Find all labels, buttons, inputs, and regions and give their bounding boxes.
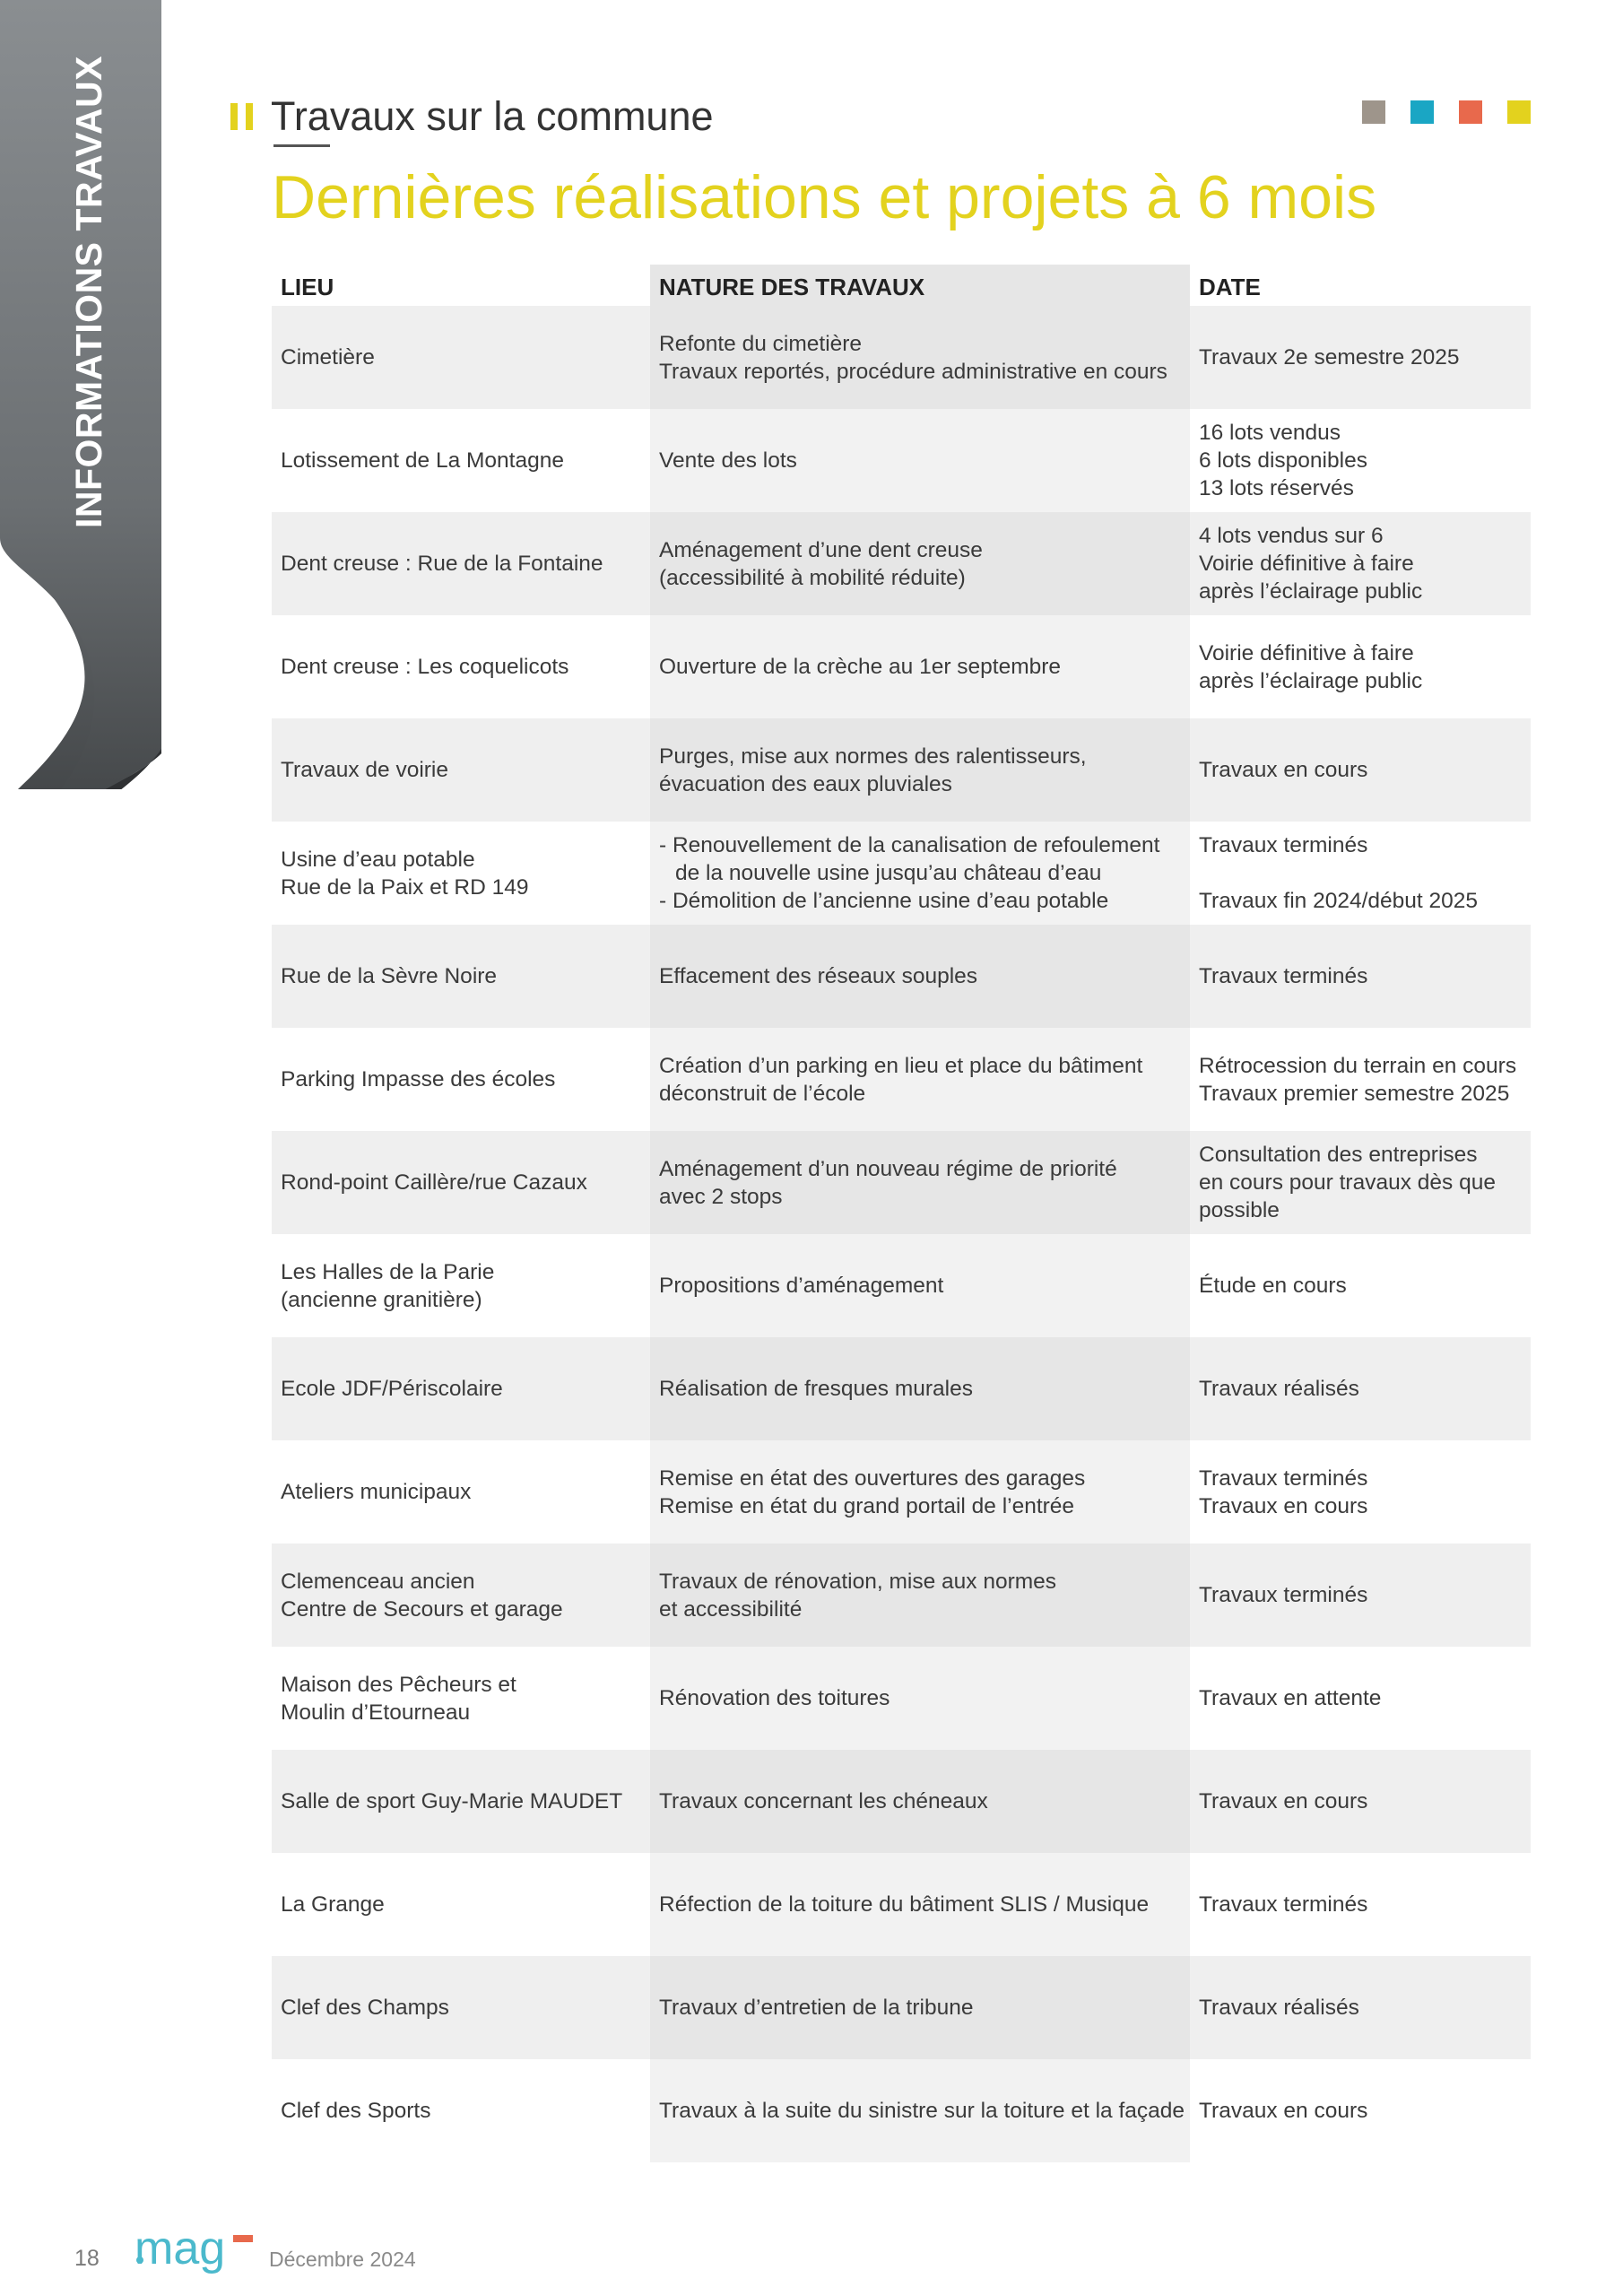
cell-line: 16 lots vendus [1199,421,1341,445]
cell-line: Dent creuse : Les coquelicots [281,655,569,679]
cell-line: en cours pour travaux dès que [1199,1170,1496,1195]
color-squares [1362,100,1531,124]
table-row [272,925,1531,1028]
cell-line: Clemenceau ancien [281,1569,475,1594]
table-row [272,1750,1531,1853]
cell-line: Refonte du cimetière [659,331,863,356]
cell-line: Cimetière [281,345,375,370]
cell-line: Rue de la Paix et RD 149 [281,874,529,900]
cell-line: Travaux terminés [1199,1892,1368,1917]
cell-nature [650,1028,1190,1131]
cell-lieu [272,1234,650,1337]
cell-line: Rue de la Sèvre Noire [281,964,498,988]
cell-date [1190,1028,1531,1131]
cell-lieu [272,1337,650,1440]
logo-text: mag [135,2222,226,2274]
cell-nature [650,1234,1190,1337]
table-row [272,822,1531,925]
cell-line: avec 2 stops [659,1184,783,1209]
cell-line: Travaux à la suite du sinistre sur la toiture et la façade [659,2099,1185,2123]
cell-line: Travaux de rénovation, mise aux normes [659,1569,1057,1594]
cell-line: Clef des Sports [281,2099,431,2123]
cell-nature [650,1337,1190,1440]
cell-line: (ancienne granitière) [281,1287,482,1312]
cell-line: Propositions d’aménagement [659,1274,944,1298]
cell-line: Rond-point Caillère/rue Cazaux [281,1170,587,1195]
cell-line: 4 lots vendus sur 6 [1199,524,1384,548]
header-date: DATE [1199,273,1261,300]
side-label [20,0,159,583]
cell-line: Purges, mise aux normes des ralentisseurs, [659,744,1087,769]
main-title: Dernières réalisations et projets à 6 mois [272,163,1377,231]
cell-line: Maison des Pêcheurs et [281,1672,516,1697]
cell-line: Travaux terminés [1199,964,1368,988]
cell-line: Travaux terminés [1199,833,1368,857]
table-row [272,512,1531,615]
cell-line: évacuation des eaux pluviales [659,771,952,796]
section-header [230,90,714,144]
cell-lieu [272,409,650,512]
cell-line: Travaux en cours [1199,1789,1368,1813]
section-title: Travaux sur la commune [271,93,714,139]
cell-line: (accessibilité à mobilité réduite) [659,565,966,590]
cell-date [1190,512,1531,615]
cell-nature [650,1440,1190,1544]
works-table [272,265,1531,2162]
cell-line: Centre de Secours et garage [281,1596,563,1622]
cell-nature [650,822,1190,925]
cell-date [1190,1956,1531,2059]
cell-lieu [272,1956,650,2059]
table-row [272,1131,1531,1234]
color-square-teal [1410,100,1434,124]
cell-line: Dent creuse : Rue de la Fontaine [281,552,603,576]
cell-line: Travaux terminés [1199,1583,1368,1607]
cell-line: de la nouvelle usine jusqu’au château d’eau [675,861,1102,885]
cell-line: Travaux de voirie [281,758,449,782]
header-mark [230,103,238,130]
cell-date [1190,1337,1531,1440]
cell-line: - Renouvellement de la canalisation de refoulement [659,833,1160,857]
cell-lieu [272,718,650,822]
cell-line: Aménagement d’un nouveau régime de priorité [659,1156,1117,1181]
cell-line: Travaux reportés, procédure administrative en cours [659,359,1167,384]
cell-line: Ouverture de la crèche au 1er septembre [659,655,1062,679]
cell-line: Réfection de la toiture du bâtiment SLIS / Musique [659,1892,1150,1917]
cell-date [1190,1750,1531,1853]
cell-line: Travaux concernant les chéneaux [659,1789,988,1813]
cell-nature [650,409,1190,512]
cell-line: Vente des lots [659,448,797,473]
table-row [272,1234,1531,1337]
cell-nature [650,718,1190,822]
cell-nature [650,615,1190,718]
cell-line: Travaux fin 2024/début 2025 [1199,889,1479,913]
cell-line: et accessibilité [659,1596,803,1622]
cell-line [1199,859,1523,887]
cell-nature [650,1131,1190,1234]
color-square-orange [1459,100,1482,124]
page-number: 18 [74,2246,100,2271]
table-row [272,1337,1531,1440]
cell-line: déconstruit de l’école [659,1081,866,1106]
cell-lieu [272,1028,650,1131]
side-label-text: INFORMATIONS TRAVAUX [68,55,109,528]
color-square-yellow [1507,100,1531,124]
cell-line: 6 lots disponibles [1199,448,1367,473]
table-row [272,409,1531,512]
cell-date [1190,1853,1531,1956]
table-row [272,1853,1531,1956]
cell-line: Travaux terminés [1199,1465,1368,1491]
cell-line: Remise en état du grand portail de l’entrée [659,1493,1075,1518]
table-header-row [272,265,1531,306]
cell-nature [650,512,1190,615]
cell-line: Rétrocession du terrain en cours [1199,1053,1517,1078]
cell-lieu [272,615,650,718]
cell-line: Salle de sport Guy-Marie MAUDET [281,1789,623,1813]
cell-line: Moulin d’Etourneau [281,1700,471,1725]
cell-date [1190,1440,1531,1544]
cell-line: Travaux réalisés [1199,1377,1359,1401]
header-mark [246,103,253,130]
table-row [272,1028,1531,1131]
cell-line: après l’éclairage public [1199,579,1423,604]
cell-line: Travaux d’entretien de la tribune [659,1996,974,2020]
cell-nature [650,2059,1190,2162]
table-row [272,1647,1531,1750]
cell-lieu [272,1440,650,1544]
cell-line: 13 lots réservés [1199,476,1354,500]
cell-date [1190,1647,1531,1750]
cell-line: Travaux réalisés [1199,1996,1359,2020]
cell-line: Ecole JDF/Périscolaire [281,1377,503,1401]
table-row [272,1440,1531,1544]
cell-lieu [272,512,650,615]
cell-line: Ateliers municipaux [281,1480,472,1504]
footer [0,2215,1623,2296]
mag-logo [135,2219,260,2282]
cell-line: Parking Impasse des écoles [281,1067,556,1091]
cell-line: Consultation des entreprises [1199,1143,1478,1167]
side-band [0,0,161,789]
cell-date [1190,1234,1531,1337]
cell-nature [650,1853,1190,1956]
table-row [272,718,1531,822]
cell-line: Rénovation des toitures [659,1686,890,1710]
cell-nature [650,306,1190,409]
cell-line: Voirie définitive à faire [1199,640,1414,665]
cell-lieu [272,925,650,1028]
cell-line: Création d’un parking en lieu et place du bâtiment [659,1053,1143,1078]
cell-nature [650,1647,1190,1750]
cell-lieu [272,1647,650,1750]
cell-line: Voirie définitive à faire [1199,552,1414,576]
cell-lieu [272,1544,650,1647]
cell-nature [650,1956,1190,2059]
header-lieu: LIEU [281,273,334,300]
cell-line: Clef des Champs [281,1996,449,2020]
cell-line: Travaux premier semestre 2025 [1199,1081,1510,1106]
cell-line: Réalisation de fresques murales [659,1377,973,1401]
cell-lieu [272,1131,650,1234]
cell-line: Remise en état des ouvertures des garages [659,1465,1086,1491]
cell-date [1190,1544,1531,1647]
issue-date: Décembre 2024 [269,2248,416,2271]
cell-date [1190,2059,1531,2162]
cell-line: Usine d’eau potable [281,847,475,872]
header-marks [230,103,253,130]
cell-nature [650,1750,1190,1853]
cell-date [1190,718,1531,822]
cell-date [1190,615,1531,718]
cell-lieu [272,2059,650,2162]
cell-lieu [272,1853,650,1956]
cell-date [1190,409,1531,512]
cell-date [1190,306,1531,409]
table-row [272,306,1531,409]
cell-line: La Grange [281,1892,385,1917]
cell-line: Travaux 2e semestre 2025 [1199,345,1460,370]
cell-line: Travaux en attente [1199,1686,1382,1710]
cell-line: Les Halles de la Parie [281,1259,495,1284]
cell-lieu [272,822,650,925]
cell-lieu [272,306,650,409]
cell-line: Étude en cours [1199,1274,1347,1298]
cell-nature [650,925,1190,1028]
header-nature: NATURE DES TRAVAUX [650,265,1190,306]
cell-date [1190,822,1531,925]
cell-line: possible [1199,1198,1280,1222]
table-body [272,306,1531,2162]
cell-line: Travaux en cours [1199,2099,1368,2123]
table-row [272,1956,1531,2059]
cell-line: Lotissement de La Montagne [281,448,564,473]
cell-lieu [272,1750,650,1853]
cell-nature [650,1544,1190,1647]
table-row [272,2059,1531,2162]
table-row [272,615,1531,718]
cell-line: Effacement des réseaux souples [659,964,978,988]
table-row [272,1544,1531,1647]
cell-line: Travaux en cours [1199,1493,1368,1518]
cell-date [1190,1131,1531,1234]
cell-line: - Démolition de l’ancienne usine d’eau potable [659,889,1109,913]
cell-line: Travaux en cours [1199,758,1368,782]
cell-date [1190,925,1531,1028]
cell-line: après l’éclairage public [1199,668,1423,693]
cell-line: Aménagement d’une dent creuse [659,537,983,562]
color-square-gray [1362,100,1385,124]
